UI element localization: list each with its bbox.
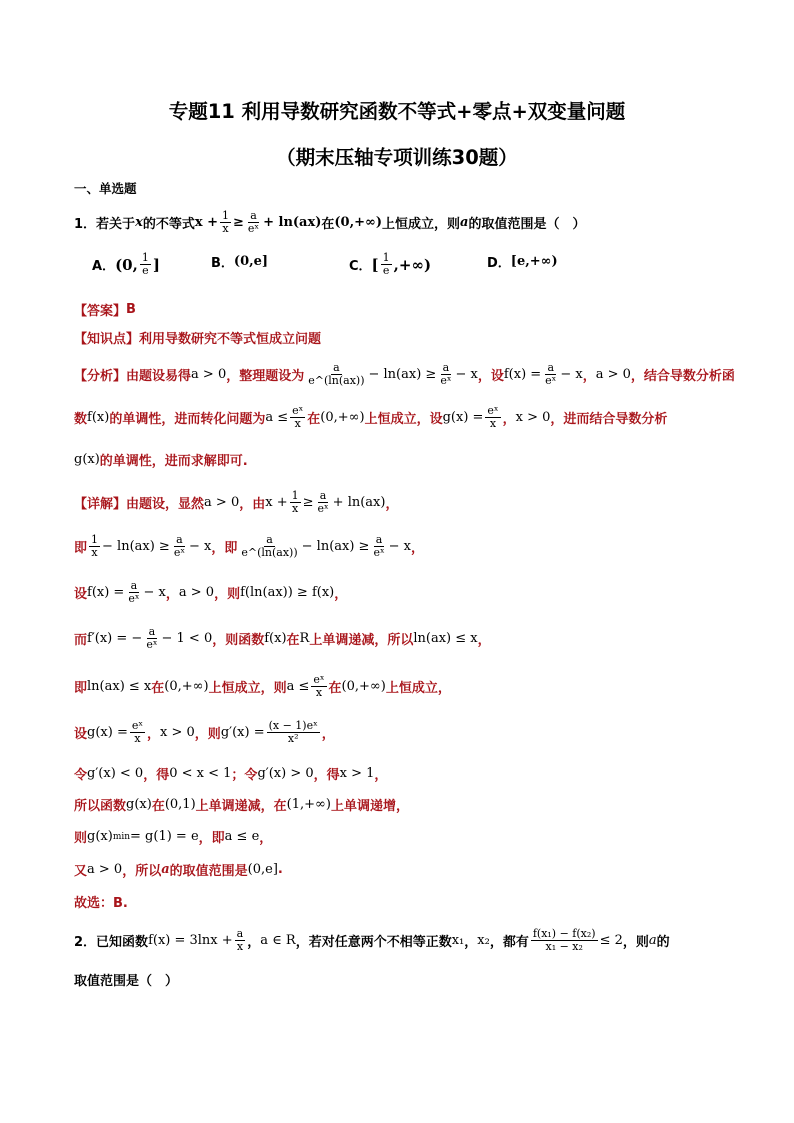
math: − x <box>388 539 411 555</box>
text: 所以函数 <box>74 799 127 814</box>
numerator: eˣ <box>487 404 499 417</box>
denominator: x <box>315 686 323 700</box>
answer-label: 【答案】 <box>74 304 127 319</box>
question-1 <box>74 210 585 235</box>
text: 的单调性，进而求解即可. <box>99 454 248 469</box>
fraction <box>381 252 392 277</box>
option-left: [ <box>371 255 379 274</box>
numerator: a <box>442 361 450 374</box>
option-d <box>487 252 558 271</box>
text: ，整理题设为 <box>226 369 305 385</box>
numerator: 1 <box>222 209 230 222</box>
answer-line <box>74 300 136 319</box>
analysis-label: 【分析】 <box>74 369 127 385</box>
text: 的单调性，进而转化问题为 <box>109 412 266 428</box>
fraction <box>316 490 331 515</box>
option-a <box>92 252 160 277</box>
numerator: a <box>547 361 555 374</box>
fraction <box>172 534 187 559</box>
text: 由题设易得 <box>126 369 192 385</box>
math: a <box>161 862 170 877</box>
numerator: 1 <box>141 251 149 264</box>
math: − x <box>143 585 166 601</box>
fraction <box>306 362 366 387</box>
math: a > 0 <box>87 862 123 877</box>
math: f(x) = 3lnx + <box>148 933 233 949</box>
text: . <box>277 862 283 877</box>
numerator: a <box>148 625 156 638</box>
text: 在 <box>286 633 300 649</box>
text: 则 <box>74 831 88 846</box>
text: 令 <box>74 768 88 783</box>
text: ， <box>165 587 179 603</box>
math: g′(x) = <box>220 725 265 741</box>
denominator: e^(ln(ax)) <box>308 374 365 388</box>
denominator: x <box>134 732 141 746</box>
detail-line-7 <box>74 764 387 783</box>
math: − ln(ax) ≥ <box>368 367 437 383</box>
knowledge-label: 【知识点】 <box>74 332 140 347</box>
text: ， <box>464 935 478 951</box>
fraction <box>543 362 558 387</box>
math: g(x) <box>87 829 113 844</box>
fraction <box>130 720 145 745</box>
math: = g(1) = e <box>130 829 199 844</box>
denominator: eˣ <box>173 546 185 560</box>
numerator: a <box>176 533 183 546</box>
math: a > 0 <box>595 367 631 383</box>
page-subtitle: （期末压轴专项训练30题） <box>276 146 518 169</box>
text: 取值范围是（ ） <box>74 974 179 989</box>
math: + ln(ax) <box>332 495 386 511</box>
math: a > 0 <box>178 585 215 601</box>
text: ，则函数 <box>212 633 265 649</box>
option-label: C． <box>349 259 372 275</box>
math: − ln(ax) ≥ <box>301 539 370 555</box>
math: g(x) = <box>87 725 128 741</box>
analysis-line-3 <box>74 450 248 469</box>
math: (0,+∞) <box>320 410 365 426</box>
text: ，得 <box>143 768 170 783</box>
text: ，都有 <box>489 935 529 951</box>
math: − x <box>189 539 212 555</box>
math: − ln(ax) ≥ <box>102 539 170 555</box>
text: ， <box>410 541 424 557</box>
q1-on: 在 <box>321 217 335 233</box>
text: 已知函数 <box>96 935 149 951</box>
text: 故选：B. <box>74 896 128 911</box>
q1-interval: (0,+∞) <box>334 215 383 231</box>
denominator: eˣ <box>247 222 260 236</box>
math: ln(ax) ≤ x <box>413 631 478 647</box>
text: 上恒成立， <box>385 681 451 697</box>
fraction <box>290 405 305 430</box>
section-heading: 一、单选题 <box>74 181 137 196</box>
denominator: eˣ <box>317 502 329 516</box>
text: ， <box>582 369 596 385</box>
numerator: eˣ <box>131 719 144 732</box>
math: f(x) = <box>503 367 542 383</box>
numerator: 1 <box>291 489 299 502</box>
detail-line-6 <box>74 720 335 745</box>
fraction <box>267 720 320 745</box>
math: (0,+∞) <box>341 679 386 695</box>
numerator: a <box>375 533 383 546</box>
numerator: a <box>333 361 340 374</box>
math: x₁ <box>451 933 465 949</box>
text: ， <box>334 587 348 603</box>
text: ；令 <box>231 768 258 783</box>
text: 在 <box>307 412 321 428</box>
fraction <box>144 626 159 651</box>
page-title: 专题11 利用导数研究函数不等式+零点+双变量问题 <box>168 100 626 123</box>
numerator: a <box>236 927 244 940</box>
detail-line-9 <box>74 827 272 846</box>
text: ， <box>247 935 261 951</box>
denominator: eˣ <box>545 374 557 388</box>
text: ， <box>374 768 388 783</box>
text: ， <box>321 727 335 743</box>
math: a ∈ R <box>260 933 296 949</box>
text: 的 <box>656 935 670 951</box>
text: 在 <box>328 681 342 697</box>
option-label: D． <box>487 256 511 271</box>
text: ， <box>502 412 516 428</box>
math: a ≤ e <box>224 829 260 844</box>
math: f′(x) = − <box>87 631 143 647</box>
math: f(x) = <box>87 585 125 601</box>
denominator: x₁ − x₂ <box>545 940 583 954</box>
fraction <box>371 534 386 559</box>
answer-value: B <box>126 302 136 317</box>
fraction <box>290 490 301 515</box>
detail-line-8 <box>74 795 409 814</box>
text: 上恒成立，则 <box>208 681 287 697</box>
fraction <box>531 928 598 953</box>
math: ≥ <box>302 495 314 511</box>
text: ，结合导数分析函 <box>630 369 735 385</box>
knowledge-line <box>74 328 321 347</box>
math: (0,e] <box>247 862 278 877</box>
detail-line-3 <box>74 580 347 605</box>
text: ，即 <box>198 831 225 846</box>
detail-line-2 <box>74 534 424 559</box>
math: (1,+∞) <box>286 797 331 812</box>
fraction <box>235 928 246 953</box>
text: ，则 <box>194 727 221 743</box>
numerator: a <box>250 209 257 222</box>
q1-lhs: x + <box>194 215 219 231</box>
math: x₂ <box>477 933 490 949</box>
math: g′(x) > 0 <box>257 766 314 781</box>
analysis-line-2 <box>74 405 667 430</box>
denominator: eˣ <box>373 546 385 560</box>
denominator: e <box>382 264 390 278</box>
q1-ln: + ln(ax) <box>263 215 322 231</box>
text: ，若对任意两个不相等正数 <box>295 935 452 951</box>
option-c <box>349 252 431 277</box>
q1-tail: 的取值范围是（ ） <box>468 217 586 233</box>
detail-line-1 <box>74 490 398 515</box>
text: ，则 <box>214 587 241 603</box>
option-label: A． <box>92 259 116 275</box>
knowledge-value: 利用导数研究不等式恒成立问题 <box>139 332 322 347</box>
math: g(x) = <box>442 410 484 426</box>
detail-line-4 <box>74 626 491 651</box>
text: ，即 <box>211 541 238 557</box>
math: − x <box>455 367 478 383</box>
math: f(x) <box>87 410 110 426</box>
text: 的取值范围是 <box>169 864 248 879</box>
math: f(ln(ax)) ≥ f(x) <box>240 585 335 601</box>
denominator: e^(ln(ax)) <box>241 546 298 560</box>
math: ≤ 2 <box>599 933 623 949</box>
q1-text-mid: 的不等式 <box>142 217 195 233</box>
denominator: eˣ <box>128 592 140 606</box>
option-right: ,+∞) <box>393 255 432 274</box>
denominator: x <box>489 417 497 431</box>
numerator: a <box>266 533 273 546</box>
math: a > 0 <box>191 367 227 383</box>
question-2 <box>74 928 670 953</box>
q1-text-pre: 若关于 <box>96 217 136 233</box>
text: 上单调递减，所以 <box>309 633 414 649</box>
math: − 1 < 0 <box>161 631 213 647</box>
math: x + <box>265 495 288 511</box>
denominator: x <box>236 940 244 954</box>
text: ，进而结合导数分析 <box>550 412 668 428</box>
math: (0,1) <box>164 797 196 812</box>
fraction <box>126 580 141 605</box>
denominator: x <box>291 502 299 516</box>
math: a <box>648 933 657 949</box>
text: ，得 <box>313 768 340 783</box>
analysis-line-1 <box>74 362 735 387</box>
text: ，所以 <box>122 864 162 879</box>
numerator: 1 <box>91 533 99 546</box>
denominator: e <box>142 264 149 278</box>
math: R <box>299 631 310 647</box>
numerator: a <box>319 489 327 502</box>
math: g(x) <box>74 452 100 467</box>
option-label: B． <box>211 256 234 271</box>
text: 上单调递增， <box>330 799 409 814</box>
math: − x <box>560 367 583 383</box>
math: a ≤ <box>265 410 289 426</box>
question-number: 1． <box>74 217 97 233</box>
text: 数 <box>74 412 88 428</box>
text: 上恒成立，设 <box>364 412 443 428</box>
denominator: x² <box>287 732 299 746</box>
text: ， <box>477 633 491 649</box>
detail-line-5 <box>74 674 451 699</box>
option-right: ] <box>152 255 160 274</box>
denominator: x <box>222 222 229 236</box>
text: 由题设，显然 <box>126 497 205 513</box>
option-left: (0, <box>115 255 138 274</box>
question-2-line-2 <box>74 970 178 989</box>
denominator: eˣ <box>440 374 452 388</box>
fraction <box>246 210 261 235</box>
numerator: (x − 1)eˣ <box>268 719 318 732</box>
q1-geq: ≥ <box>233 215 244 231</box>
math: a ≤ <box>286 679 310 695</box>
text: 即 <box>74 541 88 557</box>
fraction <box>140 252 151 277</box>
math: f(x) <box>264 631 287 647</box>
fraction <box>239 534 299 559</box>
text: 设 <box>74 587 88 603</box>
text: ， <box>147 727 161 743</box>
denominator: eˣ <box>146 638 158 652</box>
option-value: (0,e] <box>233 254 269 269</box>
math: (0,+∞) <box>164 679 209 695</box>
text: 在 <box>151 681 165 697</box>
numerator: eˣ <box>292 404 304 417</box>
denominator: x <box>91 546 98 560</box>
math: x > 0 <box>160 725 195 741</box>
detail-conclusion <box>74 892 128 911</box>
text: 又 <box>74 864 88 879</box>
math: g′(x) < 0 <box>87 766 144 781</box>
detail-line-10 <box>74 860 283 879</box>
math: ln(ax) ≤ x <box>87 679 152 695</box>
numerator: f(x₁) − f(x₂) <box>532 927 596 940</box>
text: 上单调递减，在 <box>195 799 287 814</box>
math: 0 < x < 1 <box>169 766 232 781</box>
fraction <box>89 534 100 559</box>
fraction <box>220 210 231 235</box>
numerator: eˣ <box>313 673 325 686</box>
question-number: 2． <box>74 935 97 951</box>
math: x > 1 <box>339 766 375 781</box>
text: ，设 <box>477 369 504 385</box>
detail-label: 【详解】 <box>74 497 127 513</box>
text: ，则 <box>622 935 649 951</box>
denominator: x <box>294 417 301 431</box>
text: 即 <box>74 681 88 697</box>
fraction <box>485 405 500 430</box>
text: 在 <box>151 799 165 814</box>
math: g(x) <box>126 797 152 812</box>
text: ， <box>385 497 399 513</box>
numerator: 1 <box>382 251 390 264</box>
q1-var-a: a <box>460 215 469 231</box>
math-subscript: min <box>112 831 131 842</box>
fraction <box>311 674 326 699</box>
math: x > 0 <box>515 410 551 426</box>
text: ， <box>259 831 273 846</box>
option-b <box>211 252 268 271</box>
option-value: [e,+∞) <box>510 254 558 269</box>
text: 而 <box>74 633 88 649</box>
math: a > 0 <box>204 495 240 511</box>
q1-var-x: x <box>135 215 143 231</box>
q1-post: 上恒成立，则 <box>382 217 461 233</box>
fraction <box>438 362 453 387</box>
numerator: a <box>130 579 138 592</box>
text: ，由 <box>239 497 266 513</box>
text: 设 <box>74 727 88 743</box>
